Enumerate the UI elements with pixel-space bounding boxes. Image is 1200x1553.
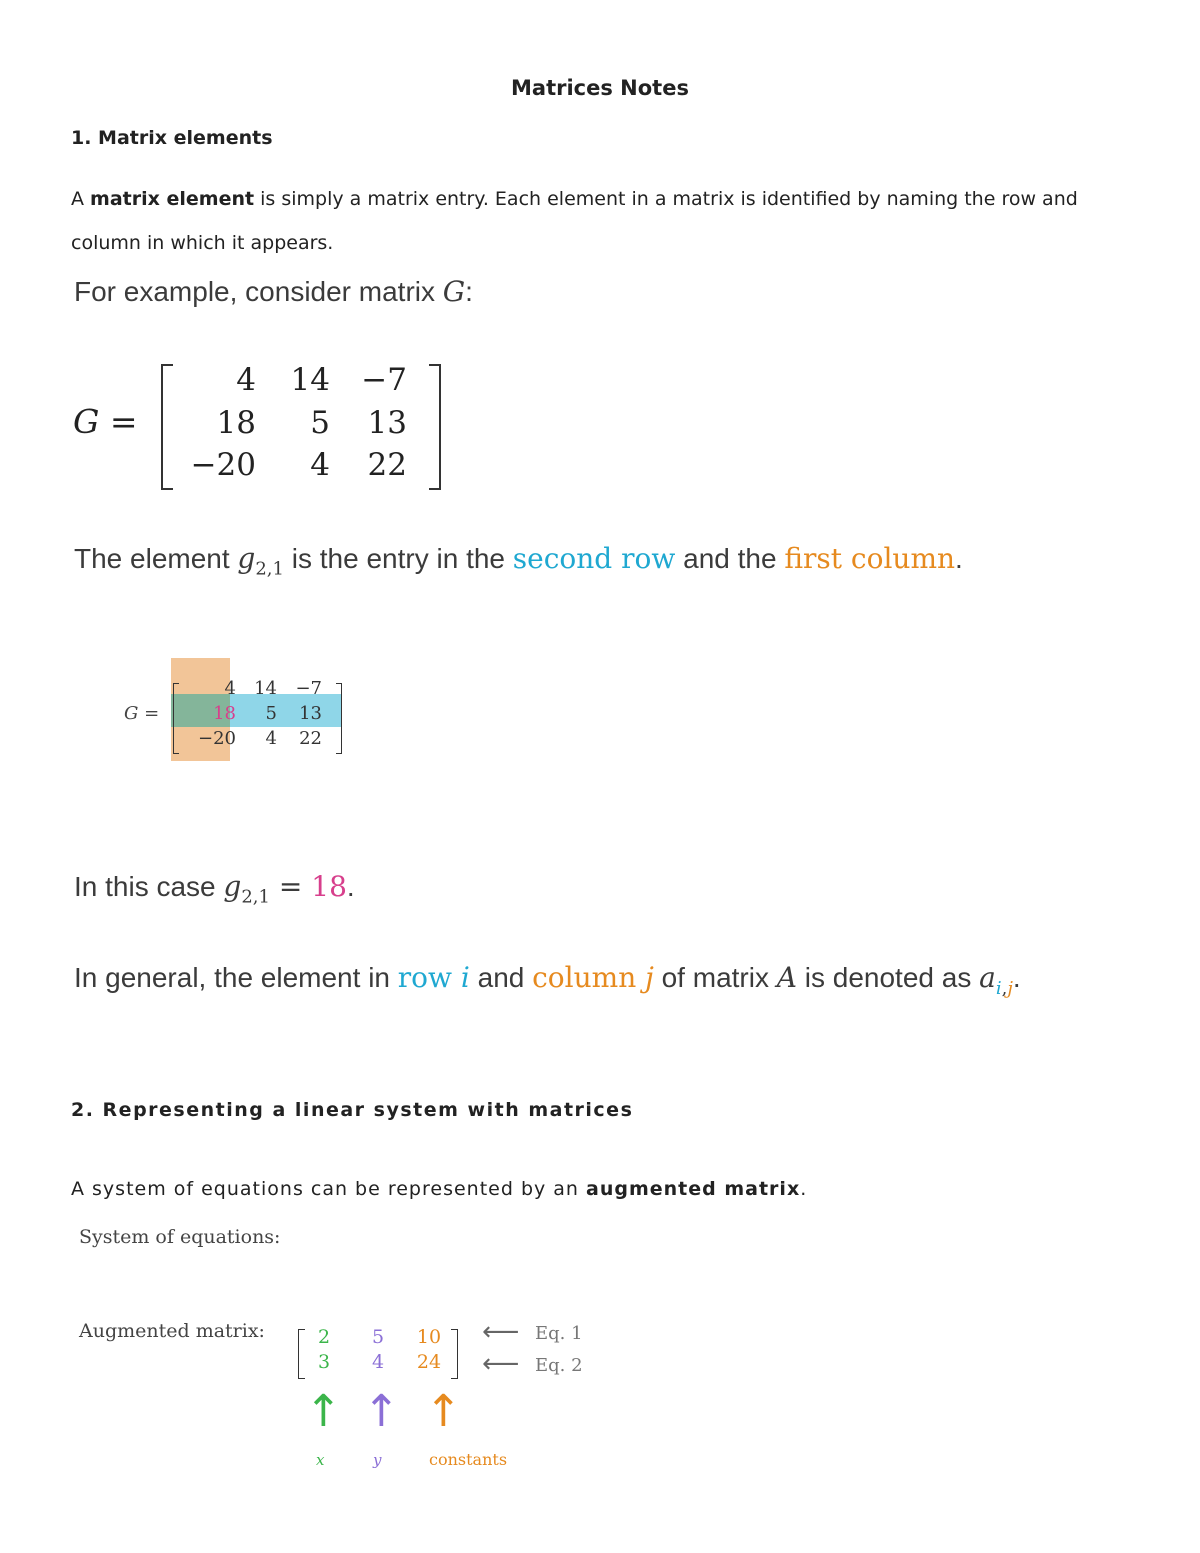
element-sentence-text: is the entry in the (284, 543, 513, 574)
matrix-g-cell: 4 (236, 362, 256, 398)
augmented-intro-text: A system of equations can be represented by an (71, 1178, 587, 1200)
element-sentence-period: . (955, 543, 963, 574)
augmented-intro (71, 1178, 807, 1200)
intro-bold-term: matrix element (90, 188, 255, 210)
left-arrow-icon: ⟵ (482, 1317, 520, 1347)
intro-paragraph-line1 (71, 188, 1078, 210)
matrix-g-cell: 4 (310, 447, 330, 483)
matrix-a-symbol: A (776, 961, 797, 994)
case-value: 18 (311, 870, 347, 903)
matrix-g-cell: −7 (361, 362, 407, 398)
column-j-text: column (532, 961, 646, 994)
aug-cell-y: 4 (371, 1351, 385, 1373)
case-symbol: g (223, 870, 242, 903)
augmented-matrix-term: augmented matrix (586, 1178, 801, 1200)
small-matrix-cell-highlighted: 18 (213, 703, 236, 724)
general-sentence (74, 961, 1021, 999)
a-ij-sub-i: i (995, 977, 1002, 999)
aug-cell-constant: 10 (416, 1326, 442, 1348)
column-j-symbol: j (645, 961, 654, 994)
small-matrix-cell: 14 (254, 678, 277, 699)
page-title: Matrices Notes (511, 76, 689, 100)
second-row-text: second row (512, 542, 676, 575)
y-label: y (373, 1451, 382, 1469)
matrix-g-cell: 22 (367, 447, 407, 483)
intro-text-a: A (71, 188, 91, 210)
up-arrow-icon: ↑ (363, 1386, 400, 1437)
eq1-label: Eq. 1 (535, 1323, 583, 1344)
row-i-symbol: i (460, 961, 470, 994)
first-column-text: first column (784, 542, 956, 575)
case-sentence (74, 870, 355, 908)
general-text: is denoted as (796, 962, 980, 993)
general-period: . (1012, 962, 1021, 993)
up-arrow-icon: ↑ (425, 1386, 462, 1437)
element-sentence-text: and the (675, 543, 785, 574)
matrix-g-label: G = (73, 402, 138, 441)
matrix-g-cell: 13 (367, 405, 407, 441)
aug-left-bracket (298, 1329, 305, 1379)
small-matrix-left-bracket (173, 683, 179, 754)
example-intro (74, 275, 473, 308)
constants-label: constants (429, 1450, 508, 1469)
general-text: of matrix (653, 962, 777, 993)
aug-cell-x: 2 (317, 1326, 331, 1348)
example-colon: : (465, 276, 473, 307)
aug-cell-y: 5 (371, 1326, 385, 1348)
row-i-text: row (397, 961, 461, 994)
example-var: G (442, 275, 466, 308)
aug-cell-x: 3 (317, 1351, 331, 1373)
case-text: In this case (74, 871, 224, 902)
augmented-intro-period: . (800, 1178, 808, 1200)
intro-paragraph-line2: column in which it appears. (71, 232, 334, 254)
small-matrix-cell: −20 (198, 728, 236, 749)
small-matrix-cell: −7 (295, 678, 322, 699)
example-intro-text: For example, consider matrix (74, 276, 443, 307)
matrix-g-cell: 18 (216, 405, 256, 441)
element-sentence (74, 542, 963, 580)
intro-text-b: is simply a matrix entry. Each element in a matrix is identified by naming the row and (254, 188, 1078, 210)
a-ij-symbol: a (979, 961, 996, 994)
left-arrow-icon: ⟵ (482, 1349, 520, 1379)
matrix-g-left-bracket (161, 364, 173, 490)
element-subscript: 2,1 (255, 558, 284, 580)
aug-right-bracket (451, 1329, 458, 1379)
case-equals: = (269, 870, 312, 903)
matrix-g-right-bracket (429, 364, 441, 490)
small-matrix-cell: 4 (224, 678, 236, 699)
small-matrix-cell: 5 (265, 703, 277, 724)
system-of-equations-label: System of equations: (79, 1226, 281, 1248)
small-matrix-cell: 4 (265, 728, 277, 749)
x-label: x (316, 1451, 325, 1469)
matrix-g-cell: 5 (310, 405, 330, 441)
a-ij-sub-j: j (1007, 977, 1013, 999)
up-arrow-icon: ↑ (305, 1386, 342, 1437)
case-subscript: 2,1 (241, 886, 270, 908)
general-text: and (469, 962, 533, 993)
matrix-g-cell: 14 (290, 362, 330, 398)
small-matrix-label: G = (124, 703, 160, 724)
eq2-label: Eq. 2 (535, 1355, 583, 1376)
section-heading-matrix-elements: 1. Matrix elements (71, 127, 273, 149)
section-heading-linear-system: 2. Representing a linear system with matrices (71, 1099, 634, 1121)
aug-cell-constant: 24 (416, 1351, 442, 1373)
augmented-matrix-label: Augmented matrix: (79, 1320, 265, 1342)
element-symbol: g (237, 542, 256, 575)
small-matrix-cell: 13 (299, 703, 322, 724)
a-ij-sub-comma: , (1001, 977, 1008, 999)
case-period: . (346, 871, 355, 902)
general-text: In general, the element in (74, 962, 398, 993)
matrix-g-cell: −20 (190, 447, 256, 483)
small-matrix-cell: 22 (299, 728, 322, 749)
small-matrix-right-bracket (336, 683, 342, 754)
element-sentence-text: The element (74, 543, 238, 574)
